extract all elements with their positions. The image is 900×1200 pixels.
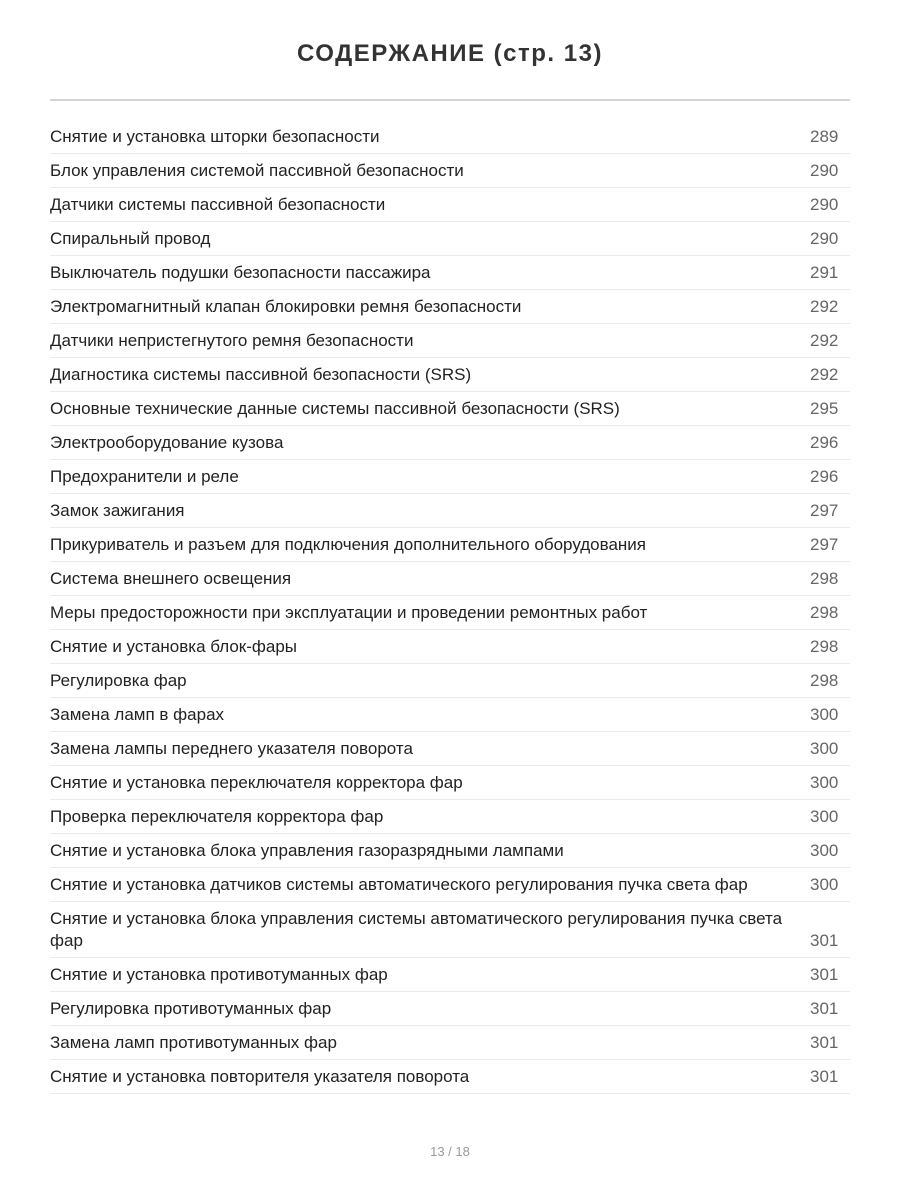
toc-entry[interactable] [50, 222, 850, 256]
toc-entry-title: Диагностика системы пассивной безопасности (SRS) [50, 365, 472, 384]
toc-entry-title: Электрооборудование кузова [50, 433, 284, 452]
toc-entry-page: 298 [810, 637, 839, 656]
toc-entry[interactable] [50, 256, 850, 290]
toc-entry-page: 291 [810, 263, 839, 282]
toc-entry-title: Регулировка противотуманных фар [50, 999, 332, 1018]
toc-entry[interactable] [50, 1026, 850, 1060]
toc-entry-title: Регулировка фар [50, 671, 187, 690]
table-of-contents [50, 120, 850, 1094]
toc-entry-title: Проверка переключателя корректора фар [50, 807, 384, 826]
toc-entry-page: 292 [810, 331, 839, 350]
toc-entry-page: 301 [810, 1033, 839, 1052]
toc-entry-title: Замена лампы переднего указателя поворота [50, 739, 413, 758]
toc-entry-page: 300 [810, 841, 839, 860]
toc-entry-title: Основные технические данные системы пассивной безопасности (SRS) [50, 399, 620, 418]
toc-entry[interactable] [50, 732, 850, 766]
toc-entry-page: 301 [810, 965, 839, 984]
toc-entry[interactable] [50, 358, 850, 392]
toc-entry-page: 290 [810, 161, 839, 180]
toc-entry-page: 297 [810, 501, 839, 520]
page-title: СОДЕРЖАНИЕ (стр. 13) [297, 40, 603, 67]
toc-entry[interactable] [50, 188, 850, 222]
toc-entry-title: Спиральный провод [50, 229, 211, 248]
toc-entry-title: Снятие и установка блок-фары [50, 637, 298, 656]
toc-entry-title: Снятие и установка блока управления газоразрядными лампами [50, 841, 564, 860]
toc-entry-title: Снятие и установка противотуманных фар [50, 965, 388, 984]
toc-entry[interactable] [50, 834, 850, 868]
toc-entry[interactable] [50, 460, 850, 494]
toc-entry-page: 300 [810, 739, 839, 758]
toc-entry-page: 290 [810, 229, 839, 248]
toc-entry-title: Электромагнитный клапан блокировки ремня безопасности [50, 297, 522, 316]
toc-entry-title: Снятие и установка блока управления системы автоматического регулирования пучка света фар [50, 909, 783, 950]
toc-entry-title: Блок управления системой пассивной безопасности [50, 161, 464, 180]
toc-entry-page: 297 [810, 535, 839, 554]
toc-entry[interactable] [50, 868, 850, 902]
toc-entry-title: Система внешнего освещения [50, 569, 292, 588]
toc-entry-title: Замена ламп в фарах [50, 705, 225, 724]
toc-entry-page: 290 [810, 195, 839, 214]
toc-entry-page: 298 [810, 603, 839, 622]
toc-entry[interactable] [50, 562, 850, 596]
toc-entry[interactable] [50, 902, 850, 958]
toc-entry[interactable] [50, 324, 850, 358]
toc-entry-title: Снятие и установка датчиков системы автоматического регулирования пучка света фар [50, 875, 748, 894]
toc-entry-page: 298 [810, 569, 839, 588]
toc-entry-page: 295 [810, 399, 839, 418]
toc-entry[interactable] [50, 494, 850, 528]
toc-entry[interactable] [50, 766, 850, 800]
toc-entry[interactable] [50, 290, 850, 324]
toc-entry[interactable] [50, 958, 850, 992]
toc-entry[interactable] [50, 800, 850, 834]
toc-entry[interactable] [50, 664, 850, 698]
toc-entry-title: Снятие и установка переключателя корректора фар [50, 773, 463, 792]
toc-entry-page: 292 [810, 365, 839, 384]
toc-entry[interactable] [50, 596, 850, 630]
toc-entry-title: Датчики системы пассивной безопасности [50, 195, 386, 214]
toc-entry-page: 296 [810, 467, 839, 486]
toc-entry[interactable] [50, 528, 850, 562]
toc-entry-title: Прикуриватель и разъем для подключения дополнительного оборудования [50, 535, 647, 554]
toc-entry[interactable] [50, 154, 850, 188]
toc-entry-page: 300 [810, 773, 839, 792]
toc-entry[interactable] [50, 1060, 850, 1094]
toc-entry[interactable] [50, 630, 850, 664]
toc-entry-page: 300 [810, 705, 839, 724]
toc-entry-page: 298 [810, 671, 839, 690]
toc-entry-page: 301 [810, 931, 839, 950]
toc-entry[interactable] [50, 426, 850, 460]
toc-entry-page: 300 [810, 875, 839, 894]
title-divider [50, 99, 850, 101]
toc-entry-page: 296 [810, 433, 839, 452]
toc-entry-title: Меры предосторожности при эксплуатации и проведении ремонтных работ [50, 603, 648, 622]
toc-entry[interactable] [50, 992, 850, 1026]
toc-entry-title: Замена ламп противотуманных фар [50, 1033, 337, 1052]
toc-entry[interactable] [50, 698, 850, 732]
toc-entry[interactable] [50, 120, 850, 154]
toc-entry-page: 301 [810, 1067, 839, 1086]
toc-entry-title: Замок зажигания [50, 501, 185, 520]
toc-entry[interactable] [50, 392, 850, 426]
toc-entry-title: Датчики непристегнутого ремня безопасности [50, 331, 414, 350]
page-indicator: 13 / 18 [430, 1144, 470, 1159]
toc-entry-title: Снятие и установка повторителя указателя поворота [50, 1067, 470, 1086]
toc-entry-title: Выключатель подушки безопасности пассажира [50, 263, 431, 282]
toc-entry-title: Предохранители и реле [50, 467, 239, 486]
toc-entry-page: 289 [810, 127, 839, 146]
toc-entry-page: 300 [810, 807, 839, 826]
toc-entry-title: Снятие и установка шторки безопасности [50, 127, 380, 146]
toc-entry-page: 292 [810, 297, 839, 316]
toc-entry-page: 301 [810, 999, 839, 1018]
